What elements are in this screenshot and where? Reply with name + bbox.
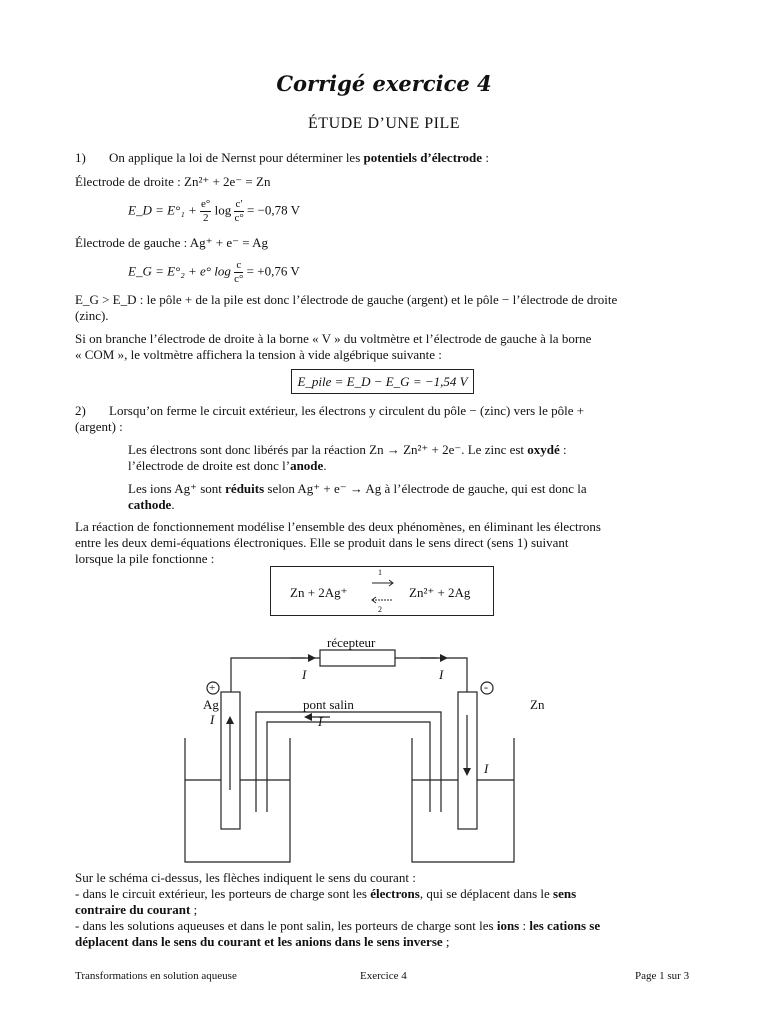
recepteur-box: [320, 650, 395, 666]
q2-intro: 2) Lorsqu’on ferme le circuit extérieur, les électrons y circulent du pôle − (zinc) vers le pôle +: [75, 403, 585, 418]
page-title: Corrigé exercice 4: [276, 71, 492, 96]
footer-page: Page 1 sur 3: [635, 970, 690, 982]
nernst-right-equation: E_D = E°₁ + $\frac{e^\circ}{2}$ log $\frac{c'}{c^\circ}$ = −0,78 V: [128, 198, 301, 224]
sens-2-label: 2: [378, 605, 382, 614]
current-label-ag: I: [210, 712, 215, 727]
current-arrow-2: [440, 654, 448, 662]
cathode-text: cathode.: [128, 497, 175, 512]
nernst-left-equation: E_G = E°₂ + e° log $\frac{c}{c^\circ}$ = +0,76 V: [128, 259, 300, 285]
electrons-text: - dans le circuit extérieur, les porteurs de charge sont les électrons, qui se déplacent dans le sens: [75, 886, 577, 901]
current-arrow-bridge: [304, 713, 312, 721]
q2-intro-end: (argent) :: [75, 419, 123, 434]
pont-salin-inner: [267, 722, 430, 812]
reaction-paragraph-2: entre les deux demi-équations électroniques. Elle se produit dans le sens direct (sens 1) suivant: [75, 535, 569, 550]
right-electrode-label: Électrode de droite : Zn²⁺ + 2e⁻ = Zn: [75, 174, 271, 189]
current-label-2: I: [439, 667, 444, 682]
voltmeter-text-end: « COM », le voltmètre affichera la tension à vide algébrique suivante :: [75, 347, 442, 362]
zn-label: Zn: [530, 697, 545, 712]
reaction-products: Zn²⁺ + 2Ag: [409, 585, 471, 600]
poles-comparison-end: (zinc).: [75, 308, 109, 323]
current-label-bridge: I: [318, 714, 323, 729]
ions-text: - dans les solutions aqueuses et dans le pont salin, les porteurs de charge sont les ions : les cations se: [75, 918, 601, 933]
q1-number: 1): [75, 150, 86, 165]
diagram-caption: Sur le schéma ci-dessus, les flèches indiquent le sens du courant :: [75, 870, 416, 885]
pont-salin-outer: [256, 712, 441, 812]
wire-right: [395, 658, 467, 692]
q1-intro: 1) On applique la loi de Nernst pour déterminer les potentiels d’électrode :: [75, 150, 489, 165]
page-subtitle: ÉTUDE D’UNE PILE: [308, 115, 460, 132]
anode-text: l’électrode de droite est donc l’anode.: [128, 458, 327, 473]
epile-box: E_pile = E_D − E_G = −1,54 V: [291, 369, 474, 394]
pont-salin-label: pont salin: [303, 697, 354, 712]
current-label-zn: I: [484, 761, 489, 776]
reaction-paragraph-1: La réaction de fonctionnement modélise l’ensemble des deux phénomènes, en éliminant les électrons: [75, 519, 601, 534]
minus-sign: -: [484, 680, 488, 694]
ag-label: Ag: [203, 697, 219, 712]
reaction-paragraph-3: lorsque la pile fonctionne :: [75, 551, 215, 566]
current-arrow-1: [308, 654, 316, 662]
wire-left: [231, 658, 320, 692]
left-electrode-label: Électrode de gauche : Ag⁺ + e⁻ = Ag: [75, 235, 268, 250]
sens-1-label: 1: [378, 568, 382, 577]
footer-course: Transformations en solution aqueuse: [75, 970, 237, 982]
ions-text-end: déplacent dans le sens du courant et les anions dans le sens inverse ;: [75, 934, 450, 949]
oxidation-text: Les électrons sont donc libérés par la réaction Zn → Zn²⁺ + 2e⁻. Le zinc est oxydé :: [128, 442, 567, 457]
voltmeter-text: Si on branche l’électrode de droite à la borne « V » du voltmètre et l’électrode de gauche à la borne: [75, 331, 592, 346]
electrons-text-end: contraire du courant ;: [75, 902, 198, 917]
reduction-text: Les ions Ag⁺ sont réduits selon Ag⁺ + e⁻ → Ag à l’électrode de gauche, qui est donc la: [128, 481, 587, 496]
q2-number: 2): [75, 403, 86, 418]
poles-comparison: E_G > E_D : le pôle + de la pile est donc l’électrode de gauche (argent) et le pôle − l’électrode de droite: [75, 292, 618, 307]
current-label-1: I: [302, 667, 307, 682]
reaction-reactants: Zn + 2Ag⁺: [290, 585, 348, 600]
recepteur-label: récepteur: [327, 635, 376, 650]
footer-exercise: Exercice 4: [360, 970, 407, 982]
plus-sign: +: [209, 682, 216, 694]
